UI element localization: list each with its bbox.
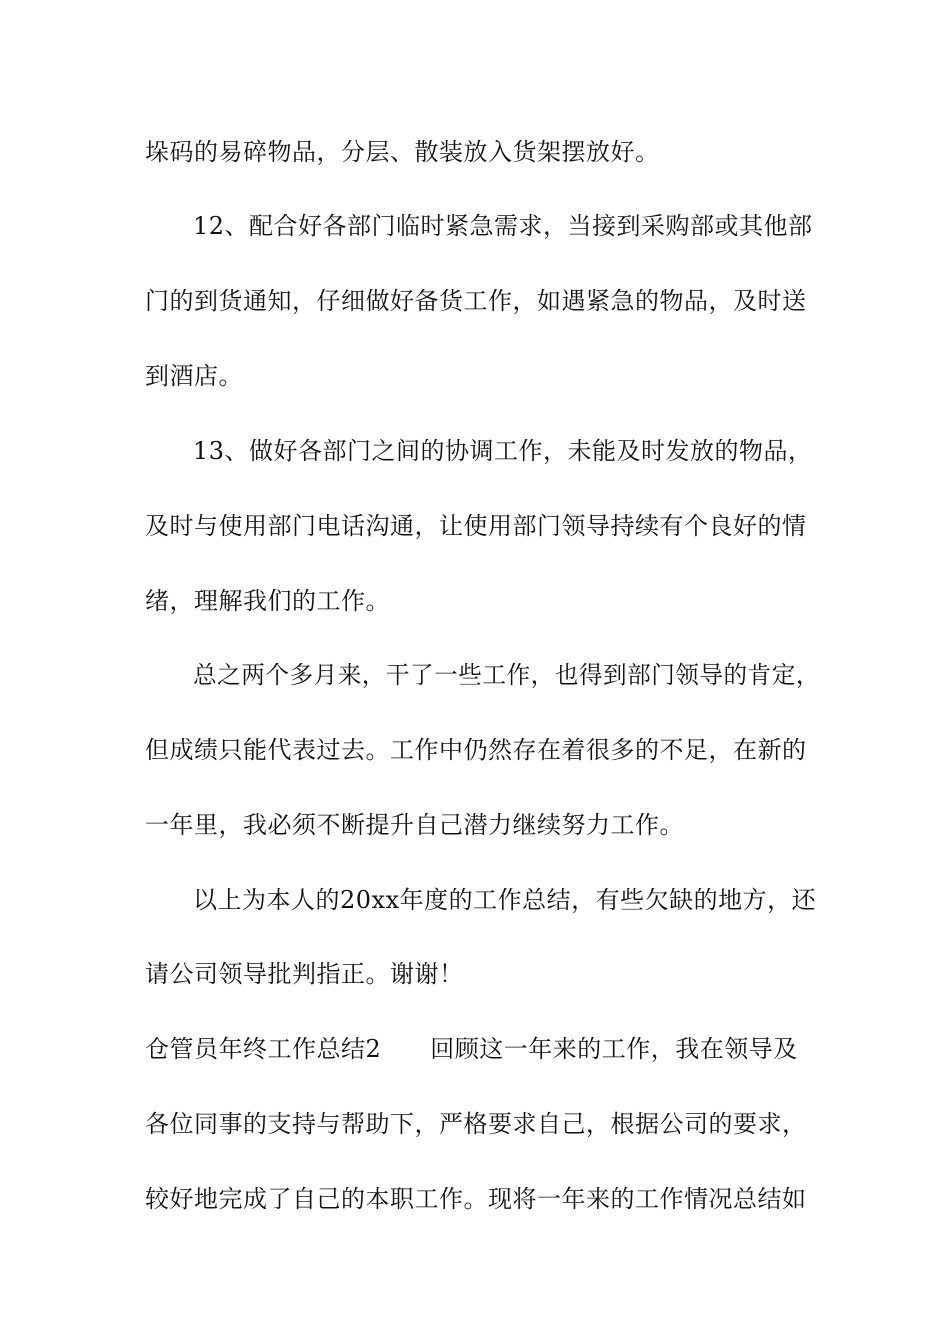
text-line: 较好地完成了自己的本职工作。现将一年来的工作情况总结如	[145, 1185, 807, 1213]
text-line: 一年里，我必须不断提升自己潜力继续努力工作。	[145, 811, 684, 839]
text-line: 各位同事的支持与帮助下，严格要求自己，根据公司的要求，	[145, 1110, 807, 1138]
text-line: 12、配合好各部门临时紧急需求，当接到采购部或其他部	[193, 212, 813, 240]
text-line: 请公司领导批判指正。谢谢！	[145, 960, 464, 988]
text-line: 13、做好各部门之间的协调工作，未能及时发放的物品，	[193, 437, 813, 465]
text-line: 仓管员年终工作总结2 回顾这一年来的工作，我在领导及	[145, 1035, 798, 1063]
text-line: 及时与使用部门电话沟通，让使用部门领导持续有个良好的情	[145, 512, 807, 540]
text-line: 以上为本人的20xx年度的工作总结，有些欠缺的地方，还	[193, 886, 817, 914]
text-line: 但成绩只能代表过去。工作中仍然存在着很多的不足，在新的	[145, 736, 807, 764]
text-line: 绪，理解我们的工作。	[145, 587, 390, 615]
text-line: 到酒店。	[145, 362, 243, 390]
text-line: 总之两个多月来，干了一些工作，也得到部门领导的肯定，	[193, 661, 820, 689]
text-line: 垛码的易碎物品，分层、散装放入货架摆放好。	[145, 138, 660, 166]
text-line: 门的到货通知，仔细做好备货工作，如遇紧急的物品，及时送	[145, 287, 807, 315]
